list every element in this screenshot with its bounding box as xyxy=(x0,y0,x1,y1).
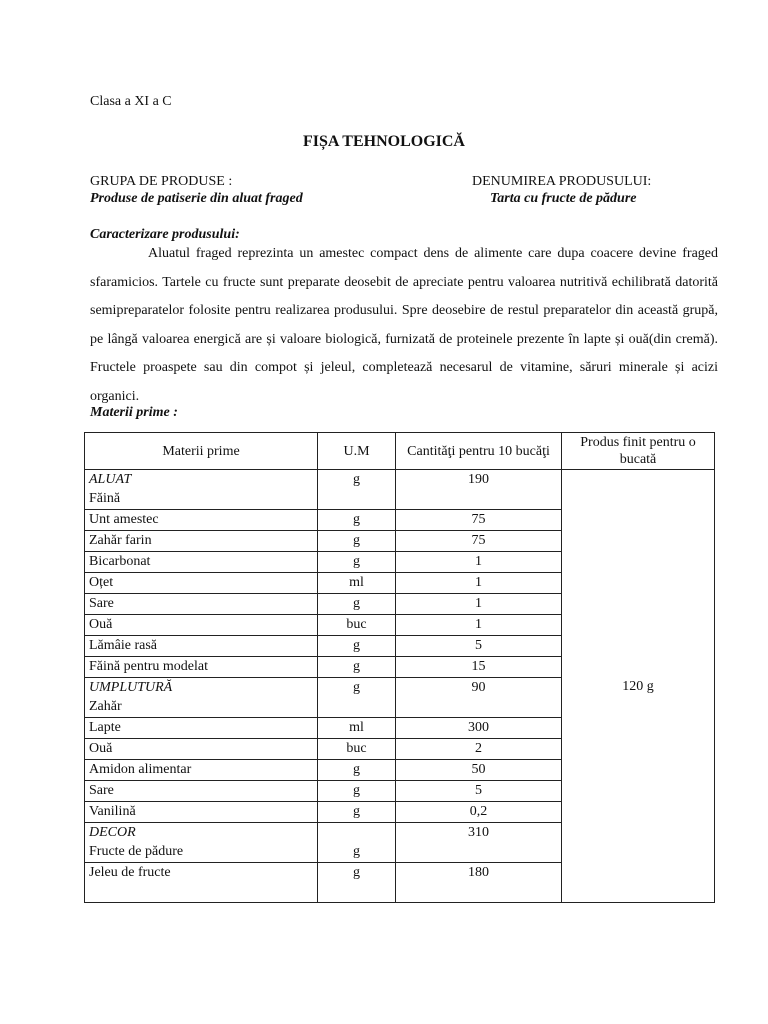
characterization-heading: Caracterizare produsului: xyxy=(90,227,240,242)
material-name: Ouă xyxy=(85,739,318,760)
unit-cell: g xyxy=(318,678,396,718)
material-name: Sare xyxy=(85,594,318,615)
table-row xyxy=(85,470,715,510)
column-header-materials: Materii prime xyxy=(85,433,318,470)
material-name: Ouă xyxy=(85,615,318,636)
column-header-quantity: Cantităţi pentru 10 bucăţi xyxy=(396,433,562,470)
material-name: Jeleu de fructe xyxy=(85,863,318,903)
unit-cell: buc xyxy=(318,615,396,636)
quantity-cell: 0,2 xyxy=(396,802,562,823)
quantity-cell: 75 xyxy=(396,531,562,552)
column-header-finished-product: Produs finit pentru o bucată xyxy=(562,433,715,470)
quantity-cell: 75 xyxy=(396,510,562,531)
unit-cell xyxy=(318,823,396,863)
quantity-cell: 5 xyxy=(396,781,562,802)
unit-cell: ml xyxy=(318,718,396,739)
unit-cell: g xyxy=(318,863,396,903)
unit-value: g xyxy=(353,844,360,859)
material-name: Lapte xyxy=(85,718,318,739)
section-label-dough: ALUAT xyxy=(89,472,132,487)
quantity-cell: 90 xyxy=(396,678,562,718)
characterization-paragraph: Aluatul fraged reprezinta un amestec compact dens de alimente care dupa coacere devine fraged sfaramicios. Tartele cu fructe sunt preparate deosebit de apreciate pentru valoarea nutritivă echilibrată datorită semipreparatelor folosite pentru realizarea produsului. Spre deosebire de restul preparatelor din această grupă, pe lângă valoarea energică are și valoare biologică, furnizată de proteinele prezente în lapte și ouă(din cremă). Fructele proaspete sau din compot și jeleul, completează necesarul de vitamine, săruri minerale și acizi organici. xyxy=(90,246,718,404)
material-name: Oțet xyxy=(85,573,318,594)
section-label-decor: DECOR xyxy=(89,825,136,840)
materials-table xyxy=(84,432,715,903)
quantity-cell: 50 xyxy=(396,760,562,781)
quantity-cell: 15 xyxy=(396,657,562,678)
section-label-filling: UMPLUTURĂ xyxy=(89,680,173,695)
material-name: Făină pentru modelat xyxy=(85,657,318,678)
product-name-value: Tarta cu fructe de pădure xyxy=(490,191,637,206)
product-name-label: DENUMIREA PRODUSULUI: xyxy=(472,174,652,189)
column-header-unit: U.M xyxy=(318,433,396,470)
quantity-cell: 1 xyxy=(396,594,562,615)
table-header-row xyxy=(85,433,715,470)
product-group-label: GRUPA DE PRODUSE : xyxy=(90,174,233,189)
finished-product-cell: 120 g xyxy=(562,470,715,903)
unit-cell: g xyxy=(318,552,396,573)
unit-cell: g xyxy=(318,510,396,531)
quantity-cell: 2 xyxy=(396,739,562,760)
material-name: Lămâie rasă xyxy=(85,636,318,657)
material-cell xyxy=(85,823,318,863)
unit-cell: g xyxy=(318,636,396,657)
material-name: Făină xyxy=(89,491,121,506)
unit-cell: buc xyxy=(318,739,396,760)
materials-heading: Materii prime : xyxy=(90,405,178,420)
material-name: Fructe de pădure xyxy=(89,844,184,859)
material-name: Vanilină xyxy=(85,802,318,823)
quantity-cell: 310 xyxy=(396,823,562,863)
quantity-cell: 180 xyxy=(396,863,562,903)
document-title: FIȘA TEHNOLOGICĂ xyxy=(303,133,465,150)
quantity-cell: 1 xyxy=(396,552,562,573)
quantity-cell: 5 xyxy=(396,636,562,657)
product-group-value: Produse de patiserie din aluat fraged xyxy=(90,191,303,206)
quantity-cell: 190 xyxy=(396,470,562,510)
material-name: Sare xyxy=(85,781,318,802)
quantity-cell: 1 xyxy=(396,615,562,636)
unit-cell: ml xyxy=(318,573,396,594)
material-name: Zahăr xyxy=(89,699,122,714)
material-name: Amidon alimentar xyxy=(85,760,318,781)
unit-cell: g xyxy=(318,470,396,510)
material-name: Unt amestec xyxy=(85,510,318,531)
class-line: Clasa a XI a C xyxy=(90,94,172,109)
quantity-cell: 300 xyxy=(396,718,562,739)
quantity-cell: 1 xyxy=(396,573,562,594)
unit-cell: g xyxy=(318,531,396,552)
unit-cell: g xyxy=(318,657,396,678)
material-cell xyxy=(85,470,318,510)
material-cell xyxy=(85,678,318,718)
unit-cell: g xyxy=(318,781,396,802)
unit-cell: g xyxy=(318,760,396,781)
material-name: Bicarbonat xyxy=(85,552,318,573)
unit-cell: g xyxy=(318,594,396,615)
unit-cell: g xyxy=(318,802,396,823)
material-name: Zahăr farin xyxy=(85,531,318,552)
